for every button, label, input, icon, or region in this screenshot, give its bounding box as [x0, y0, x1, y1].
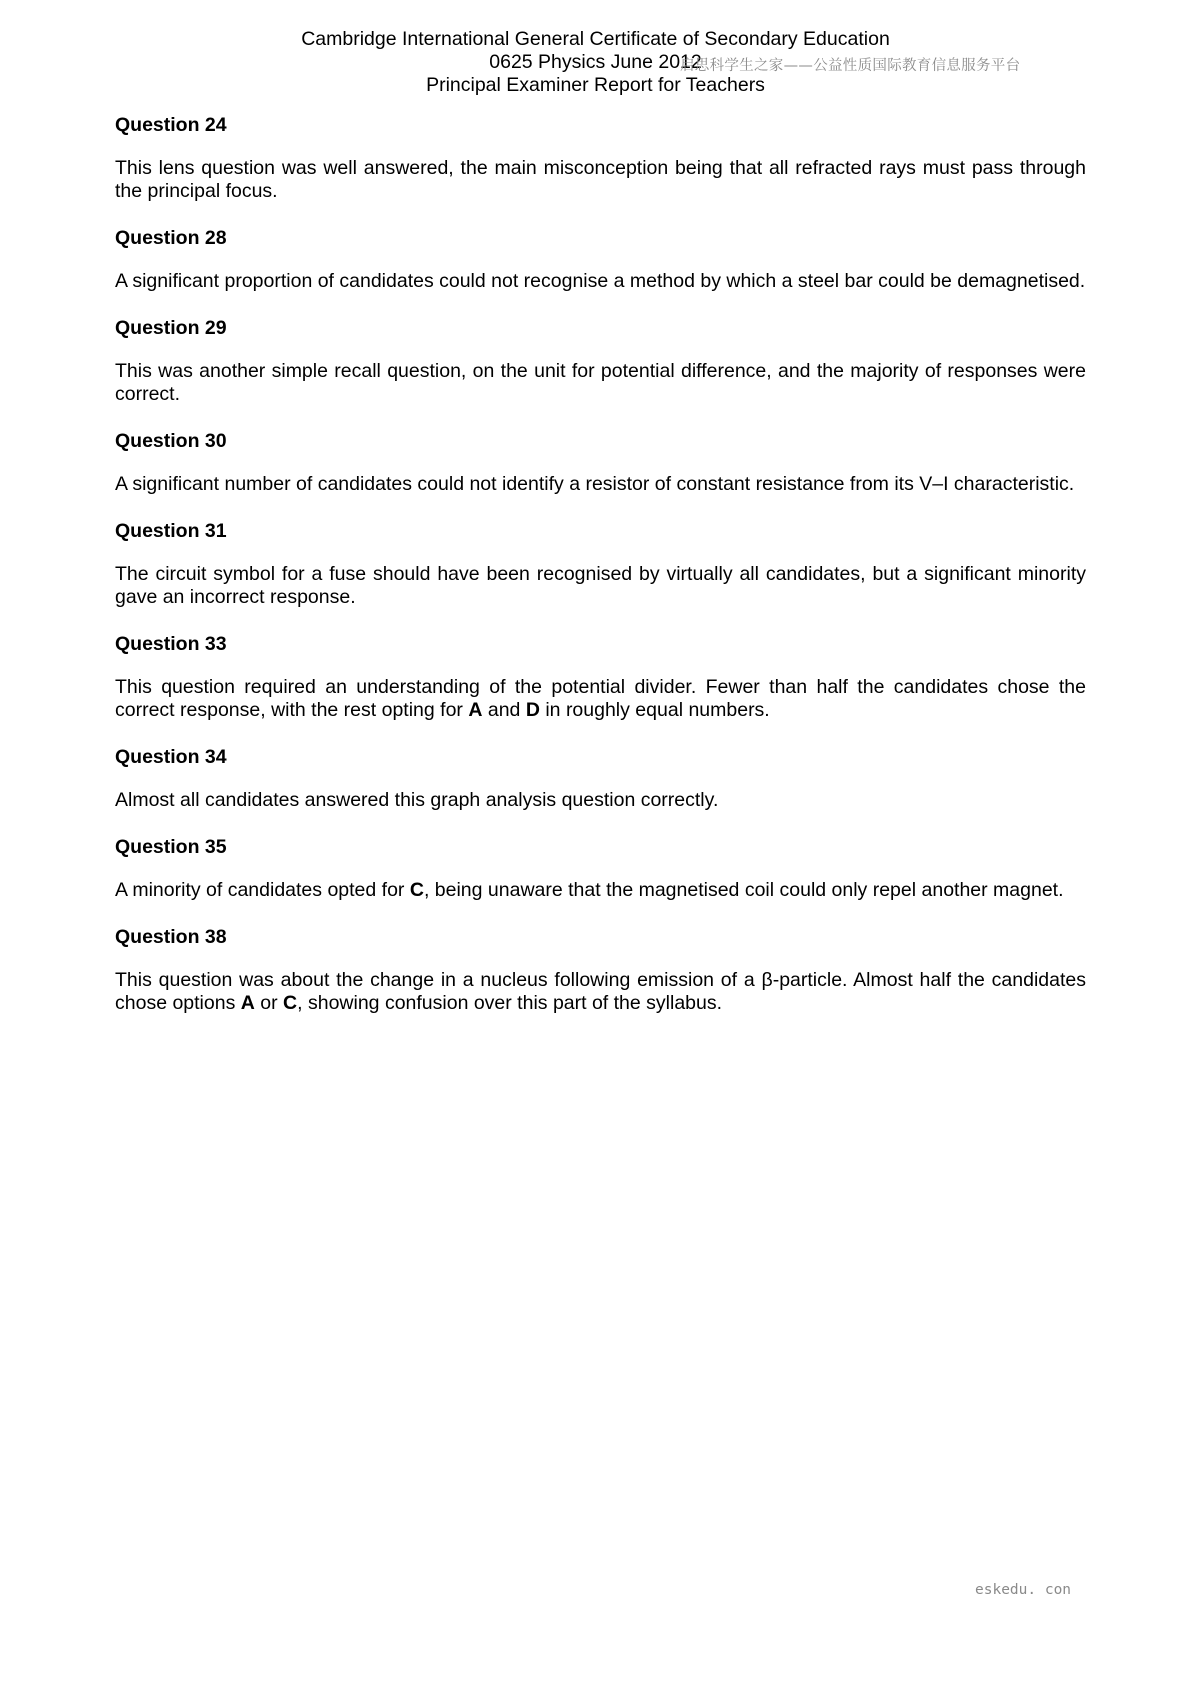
question-comment: A significant number of candidates could not identify a resistor of constant resistance from its V–I characteristic.	[115, 473, 1075, 495]
question-comment	[115, 676, 1086, 722]
question-heading: Question 34	[115, 746, 227, 768]
question-35	[115, 836, 1086, 902]
question-heading: Question 38	[115, 926, 227, 948]
header-line-2: 0625 Physics June 2012	[489, 51, 702, 73]
question-comment: The circuit symbol for a fuse should have been recognised by virtually all candidates, but a significant minority gave an incorrect response.	[115, 563, 1086, 608]
option-letter: A	[468, 699, 483, 721]
comment-text: , showing confusion over this part of the syllabus.	[297, 992, 723, 1014]
question-heading: Question 31	[115, 520, 227, 542]
option-letter: D	[525, 699, 540, 721]
question-comment	[115, 969, 1086, 1015]
question-34	[115, 746, 1086, 812]
question-31	[115, 520, 1086, 609]
question-29	[115, 317, 1086, 406]
question-comment	[115, 879, 1086, 902]
comment-text: This question required an understanding of the potential divider. Fewer than half the candidates chose the correct response, with the rest opting for	[115, 676, 1086, 721]
comment-text: This question was about the change in a nucleus following emission of a β-particle. Almost half the candidates chose options	[115, 969, 1086, 1014]
question-heading: Question 35	[115, 836, 227, 858]
comment-text: and	[487, 699, 521, 721]
option-letter: C	[409, 879, 424, 901]
option-letter: C	[283, 992, 298, 1014]
question-heading: Question 28	[115, 227, 227, 249]
question-heading: Question 30	[115, 430, 227, 452]
header-line-3: Principal Examiner Report for Teachers	[426, 74, 765, 96]
question-heading: Question 24	[115, 114, 227, 136]
comment-text: , being unaware that the magnetised coil could only repel another magnet.	[423, 879, 1064, 901]
question-24	[115, 114, 1086, 203]
header-line-1: Cambridge International General Certificate of Secondary Education	[301, 28, 890, 50]
comment-text: A minority of candidates opted for	[115, 879, 405, 901]
question-38	[115, 926, 1086, 1015]
question-heading: Question 29	[115, 317, 227, 339]
comment-text: in roughly equal numbers.	[545, 699, 770, 721]
watermark-bottom: eskedu. con	[975, 1582, 1072, 1598]
question-comment: This lens question was well answered, the main misconception being that all refracted rays must pass through the principal focus.	[115, 157, 1086, 202]
question-30	[115, 430, 1086, 496]
report-body	[115, 114, 1086, 1039]
question-comment: This was another simple recall question, on the unit for potential difference, and the majority of responses were correct.	[115, 360, 1086, 405]
watermark-top: 启思科学生之家——公益性质国际教育信息服务平台	[680, 58, 1021, 74]
question-heading: Question 33	[115, 633, 227, 655]
question-comment: A significant proportion of candidates could not recognise a method by which a steel bar could be demagnetised.	[115, 270, 1086, 292]
question-comment: Almost all candidates answered this graph analysis question correctly.	[115, 789, 719, 811]
option-letter: A	[240, 992, 255, 1014]
question-33	[115, 633, 1086, 722]
comment-text: or	[260, 992, 278, 1014]
question-28	[115, 227, 1086, 293]
